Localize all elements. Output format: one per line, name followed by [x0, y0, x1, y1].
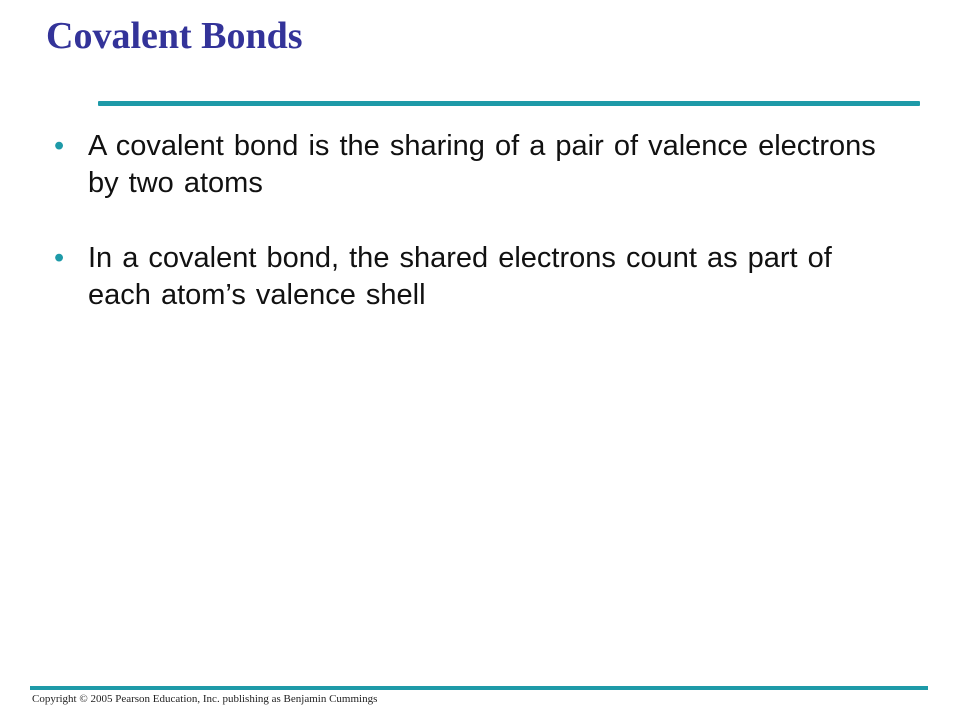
- bullet-list: [54, 128, 894, 352]
- copyright-footer: Copyright © 2005 Pearson Education, Inc. publishing as Benjamin Cummings: [32, 693, 378, 705]
- bullet-item: [54, 128, 894, 202]
- title-divider: [98, 101, 920, 106]
- bullet-text: In a covalent bond, the shared electrons count as part of each atom’s valence shell: [88, 242, 832, 311]
- bullet-icon: •: [54, 242, 65, 274]
- slide-title: Covalent Bonds: [46, 15, 303, 57]
- footer-divider: [30, 686, 928, 690]
- bullet-icon: •: [54, 130, 65, 162]
- bullet-text: A covalent bond is the sharing of a pair of valence electrons by two atoms: [88, 130, 876, 199]
- bullet-item: [54, 240, 894, 314]
